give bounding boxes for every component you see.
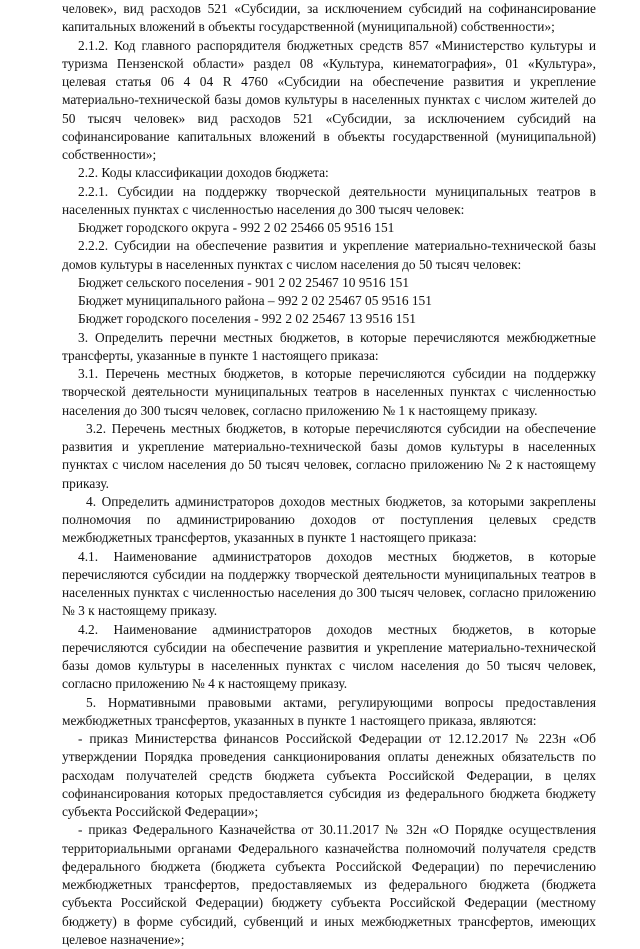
document-page (62, 0, 596, 949)
paragraph: 2.2.1. Субсидии на поддержку творческой деятельности муниципальных театров в населенных пунктах с численностью населения до 300 тысяч человек: (62, 183, 596, 217)
paragraph: 3.2. Перечень местных бюджетов, в которые перечисляются субсидии на обеспечение развития и укрепление материально-технической базы домов культуры в населенных пунктах с числом населения до 50 тысяч человек, согласно приложению № 2 к настоящему приказу. (62, 420, 596, 491)
paragraph: - приказ Министерства финансов Российской Федерации от 12.12.2017 № 223н «Об утверждении Порядка проведения санкционирования оплаты денежных обязательств по расходам получателей средств бюджета субъекта Российской Федерации, в целях софинансирования которых предоставляется субсидия из федерального бюджета бюджету субъекта Российской Федерации»; (62, 731, 596, 819)
paragraph: 2.2.2. Субсидии на обеспечение развития и укрепление материально-технической базы домов культуры в населенных пунктах с числом населения до 50 тысяч человек: (62, 238, 596, 272)
paragraph: 4. Определить администраторов доходов местных бюджетов, за которыми закреплены полномочия по администрированию доходов от поступления целевых средств межбюджетных трансфертов, указанных в пункте 1 настоящего приказа: (62, 493, 596, 546)
paragraph: 4.1. Наименование администраторов доходов местных бюджетов, в которые перечисляются субсидии на поддержку творческой деятельности муниципальных театров в населенных пунктах с численностью населения до 300 тысяч человек, согласно приложению № 3 к настоящему приказу. (62, 548, 596, 619)
paragraph: 2.2. Коды классификации доходов бюджета: (78, 165, 329, 181)
paragraph: 5. Нормативными правовыми актами, регулирующими вопросы предоставления межбюджетных трансфертов, указанных в пункте 1 настоящего приказа, являются: (62, 694, 596, 728)
paragraph: - приказ Федерального Казначейства от 30.11.2017 № 32н «О Порядке осуществления территориальными органами Федерального казначейства полномочий получателя средств федерального бюджета (бюджета субъекта Российской Федерации) по перечислению межбюджетных трансфертов, предоставляемых из федерального бюджета (бюджета субъекта Российской Федерации) бюджету субъекта Российской Федерации (местному бюджету) в форме субсидий, субвенций и иных межбюджетных трансфертов, имеющих целевое назначение»; (62, 822, 596, 947)
paragraph: 3. Определить перечни местных бюджетов, в которые перечисляются межбюджетные трансферты, указанные в пункте 1 настоящего приказа: (62, 329, 596, 363)
paragraph: человек», вид расходов 521 «Субсидии, за исключением субсидий на софинансирование капитальных вложений в объекты государственной (муниципальной) собственности»; (62, 1, 596, 35)
budget-code-line: Бюджет городского поселения - 992 2 02 25467 13 9516 151 (78, 311, 416, 327)
budget-code-line: Бюджет городского округа - 992 2 02 25466 05 9516 151 (78, 220, 395, 235)
budget-code-line: Бюджет муниципального района – 992 2 02 25467 05 9516 151 (78, 293, 432, 308)
paragraph: 2.1.2. Код главного распорядителя бюджетных средств 857 «Министерство культуры и туризма Пензенской области» раздел 08 «Культура, кинематография», 01 «Культура», целевая статья 06 4 04 R 4760 «Субсидии на обеспечение развития и укрепление материально-технической базы домов культуры в населенных пунктах с числом жителей до 50 тысяч человек» вид расходов 521 «Субсидии, за исключением субсидий на софинансирование капитальных вложений в объекты государственной (муниципальной) собственности»; (62, 37, 596, 162)
paragraph: 3.1. Перечень местных бюджетов, в которые перечисляются субсидии на поддержку творческой деятельности муниципальных театров в населенных пунктах с численностью населения до 300 тысяч человек, согласно приложению № 1 к настоящему приказу. (62, 366, 596, 418)
paragraph: 4.2. Наименование администраторов доходов местных бюджетов, в которые перечисляются субсидии на обеспечение развития и укрепление материально-технической базы домов культуры в населенных пунктах с числом населения до 50 тысяч человек, согласно приложению № 4 к настоящему приказу. (62, 621, 596, 692)
budget-code-line: Бюджет сельского поселения - 901 2 02 25467 10 9516 151 (78, 274, 410, 290)
